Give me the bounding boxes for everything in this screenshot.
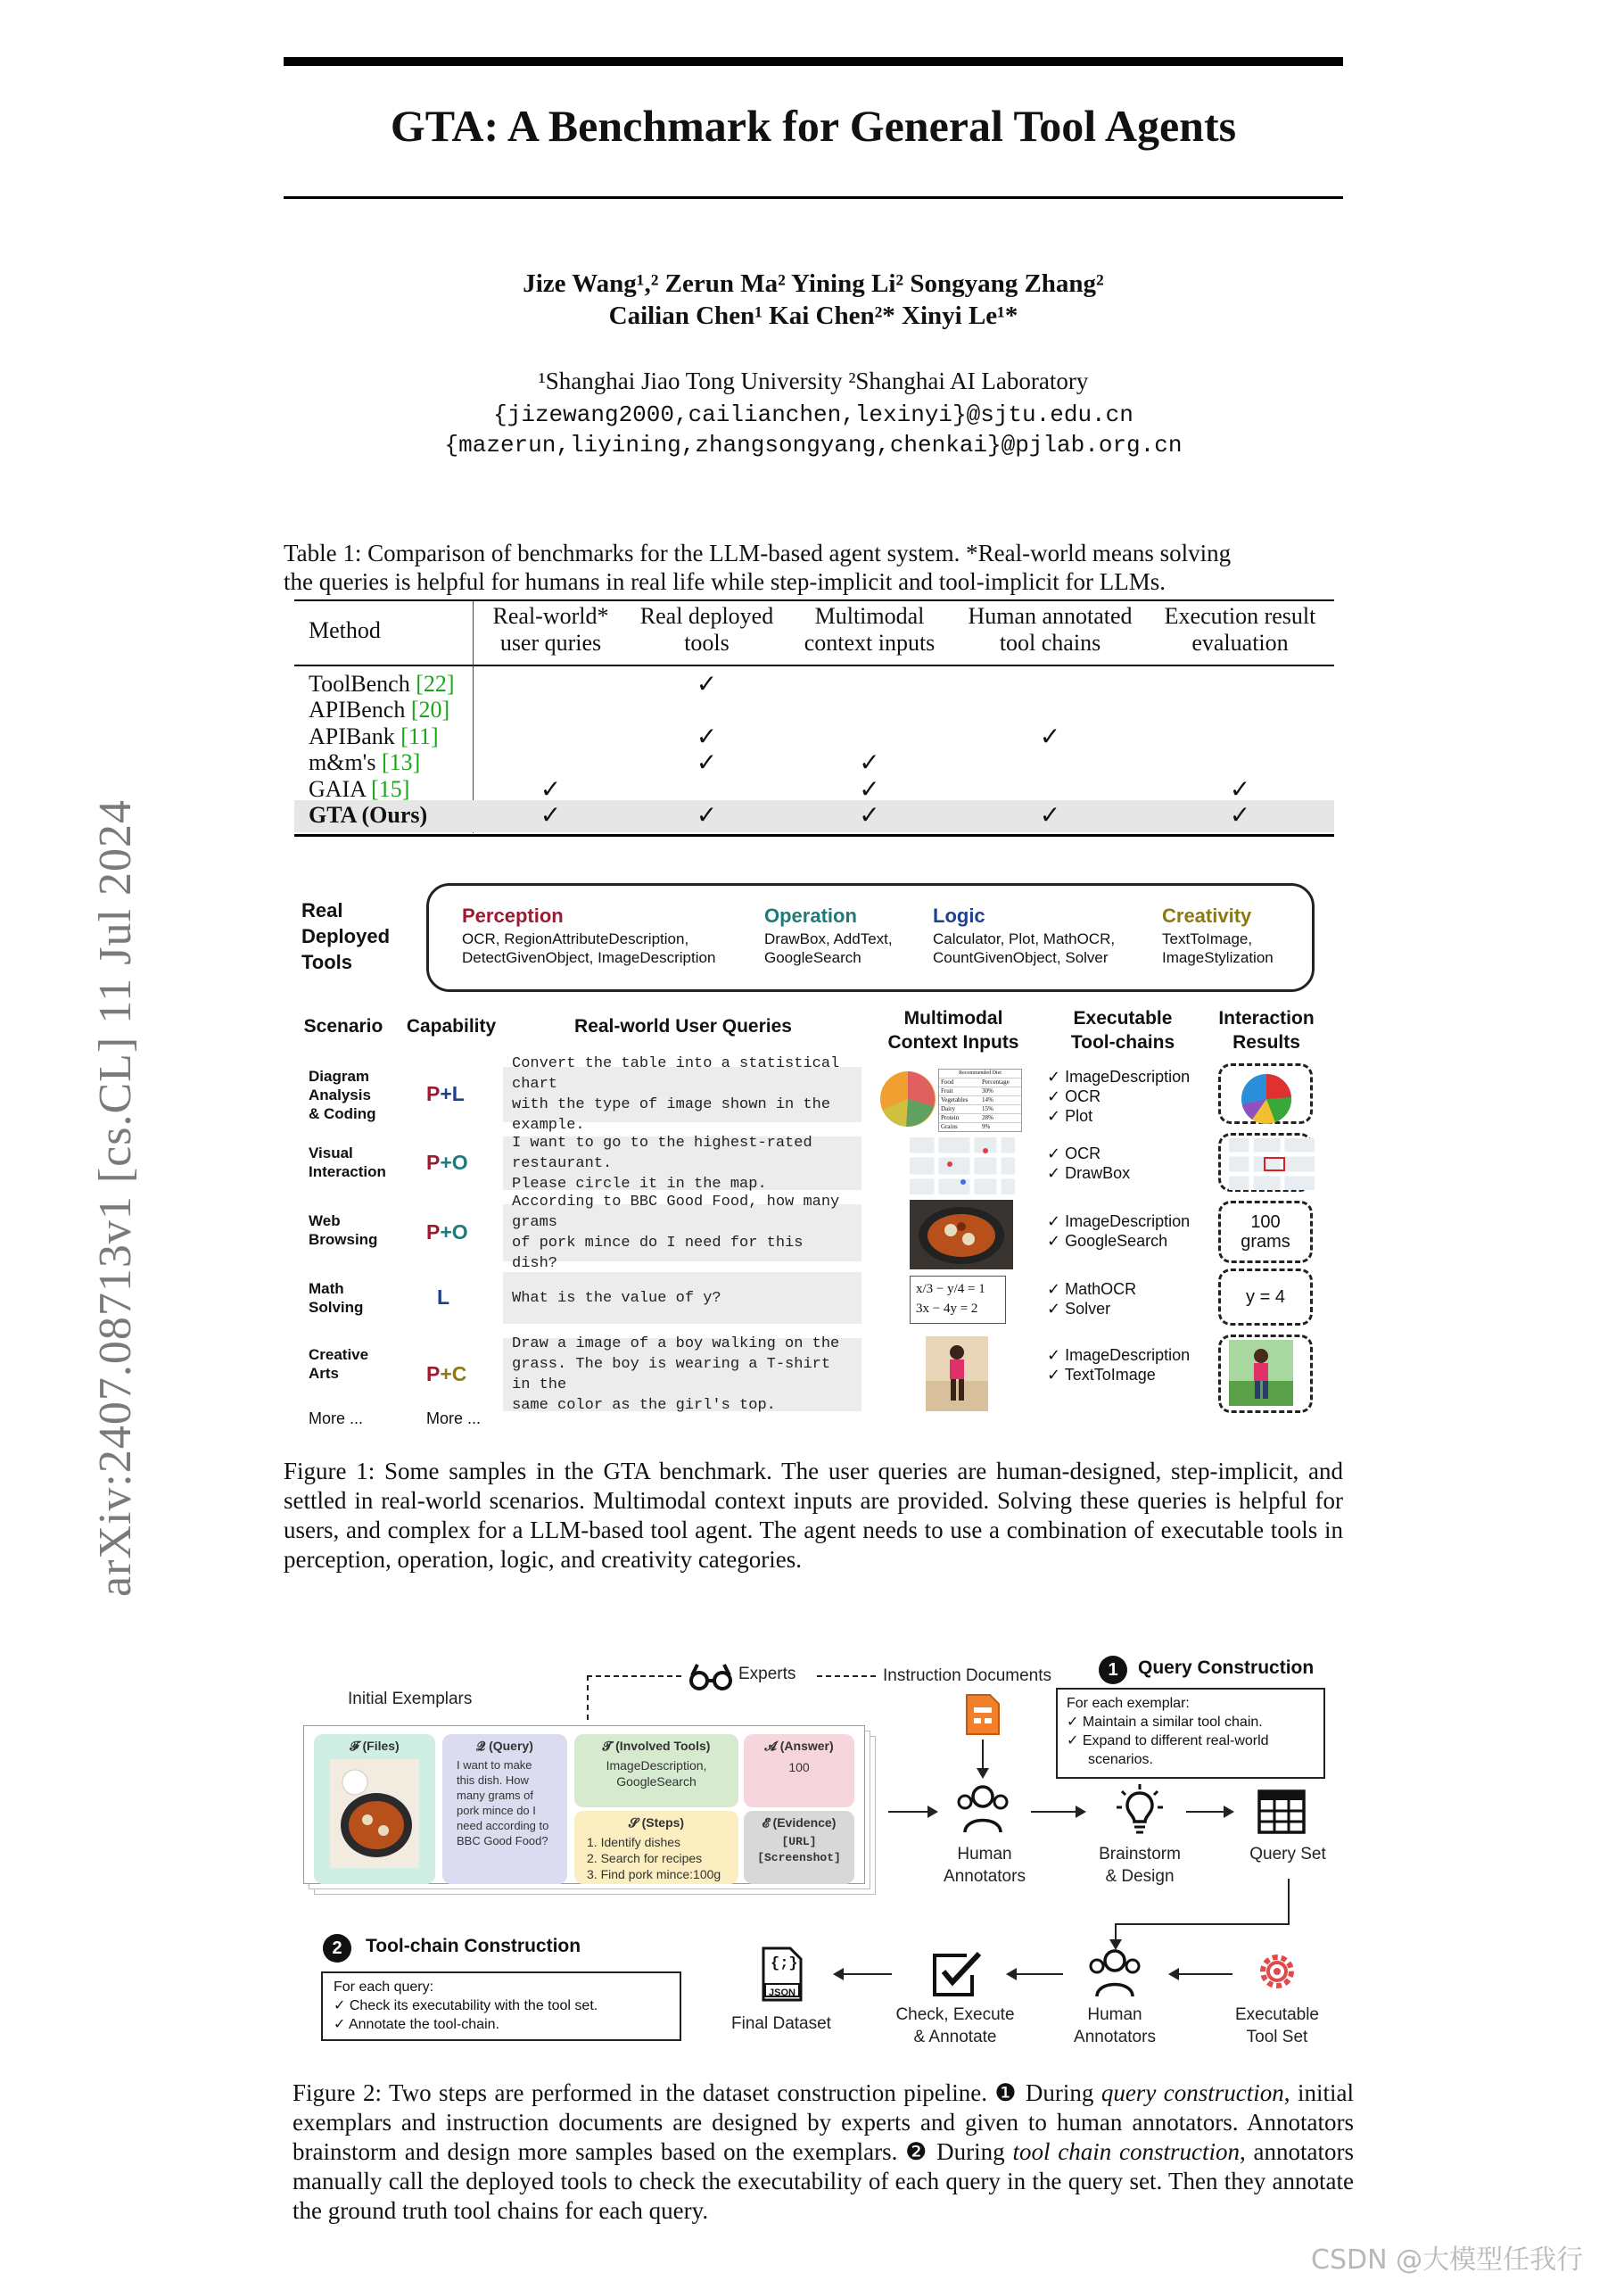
- diet-table-input: [938, 1069, 1022, 1132]
- table1-cell-check: ✓: [859, 773, 880, 804]
- experts-to-exemplars-dash-v: [587, 1675, 589, 1720]
- queryset-down-line-2: [1115, 1923, 1117, 1941]
- check-execute-icon: [931, 1950, 983, 1998]
- human-annotators-label: [931, 1843, 1038, 1888]
- fig2-caption-part3: , annotators manually call the deployed tools to check the executability of each query in the query set. Then they annotate the ground truth tool chains for each query.: [293, 2138, 1354, 2224]
- table1-row-name: [309, 749, 420, 776]
- scenario-label: [309, 1067, 376, 1123]
- tools-text: ImageDescription, GoogleSearch: [606, 1758, 707, 1789]
- diet-cell: Food: [941, 1079, 954, 1086]
- tool-chain-item: ✓ ImageDescription: [1047, 1346, 1191, 1364]
- table1-row-name: [309, 671, 455, 698]
- category-tools-1: DrawBox, AddText,: [764, 930, 893, 947]
- header-line1: Execution result: [1164, 603, 1316, 629]
- capability-label: [426, 1151, 468, 1175]
- category-name: Logic: [933, 905, 985, 927]
- initial-exemplars-label: Initial Exemplars: [348, 1690, 473, 1708]
- step2-item1: ✓ Check its executability with the tool set.: [334, 1998, 598, 2013]
- citation-link[interactable]: [22]: [416, 671, 455, 697]
- capability-primary: P: [426, 1082, 441, 1105]
- tool-chain-item: ✓ OCR: [1047, 1145, 1101, 1162]
- col-header-capability: Capability: [406, 1016, 497, 1037]
- brainstorm-to-queryset-arrow: [1186, 1811, 1232, 1813]
- toolset-to-annotators-arrow: [1170, 1973, 1232, 1975]
- table1-header-5: [1146, 603, 1334, 657]
- table1-cell-check: ✓: [696, 800, 718, 830]
- diet-cell: Dairy: [941, 1105, 955, 1112]
- table1-caption-line-2: the queries is helpful for humans in real life while step-implicit and tool-implicit for LLMs.: [284, 568, 1166, 595]
- deployed-tools-label: [301, 897, 390, 975]
- ex-line1: Executable: [1073, 1008, 1173, 1029]
- brainstorm-bulb-icon: [1115, 1782, 1165, 1834]
- citation-link[interactable]: [13]: [381, 749, 421, 776]
- steps-1: 1. Identify dishes: [587, 1835, 681, 1849]
- queryset-down-line: [1288, 1879, 1290, 1923]
- scenario-label: [309, 1345, 368, 1383]
- citation-link[interactable]: [15]: [371, 775, 410, 802]
- title-bottom-rule: [284, 196, 1343, 199]
- title-top-rule: [284, 57, 1343, 66]
- col-header-interaction: [1195, 1006, 1338, 1054]
- diet-row: [939, 1113, 1021, 1122]
- scenario-line: Diagram: [309, 1068, 370, 1085]
- query-set-label: Query Set: [1249, 1845, 1326, 1864]
- user-query-box: [503, 1194, 861, 1272]
- category-name: Perception: [462, 905, 564, 927]
- step2-note-box: [321, 1971, 681, 2041]
- diet-pie-input: [879, 1070, 936, 1128]
- step2-box-title: For each query:: [334, 1979, 434, 1995]
- email-line-1: {jizewang2000,cailianchen,lexinyi}@sjtu.edu.cn: [493, 401, 1134, 428]
- table1-header-0: [309, 617, 487, 644]
- table1-header-3: [785, 603, 954, 657]
- query-line: of pork mince do I need for this dish?: [512, 1235, 804, 1272]
- more-capabilities: More ...: [426, 1409, 482, 1427]
- boy-result-image: [1229, 1340, 1293, 1406]
- query-line: grass. The boy is wearing a T-shirt in the: [512, 1356, 831, 1393]
- steps-2: 2. Search for recipes: [587, 1851, 703, 1865]
- user-query-box: [503, 1335, 861, 1414]
- paper-title: GTA: A Benchmark for General Tool Agents: [390, 101, 1237, 151]
- header-line1: Human annotated: [968, 603, 1133, 629]
- csdn-watermark: CSDN @大模型任我行: [1311, 2244, 1584, 2276]
- evidence-card: [744, 1811, 854, 1884]
- scenario-line: Web: [309, 1212, 341, 1229]
- capability-secondary: +O: [440, 1220, 468, 1244]
- answer-title: 𝓐 (Answer): [764, 1739, 834, 1753]
- method-name: ToolBench: [309, 671, 410, 697]
- col-header-queries: Real-world User Queries: [574, 1016, 792, 1037]
- query-line: Draw a image of a boy walking on the: [512, 1335, 840, 1352]
- map-input-image: [910, 1137, 1015, 1194]
- fig2-caption-part1: Figure 2: Two steps are performed in the dataset construction pipeline. ❶ During: [293, 2079, 1101, 2106]
- fig2-caption-em2: tool chain construction: [1012, 2138, 1240, 2165]
- queryset-left-line: [1115, 1923, 1290, 1925]
- header-line2: user quries: [499, 630, 602, 656]
- diet-cell: Fruit: [941, 1087, 953, 1095]
- scenario-line: Arts: [309, 1365, 340, 1382]
- capability-secondary: +C: [440, 1362, 467, 1385]
- table1-cell-check: ✓: [540, 773, 562, 804]
- annotators-to-check-arrow: [1008, 1973, 1063, 1975]
- step1-item3: scenarios.: [1088, 1752, 1153, 1767]
- tool-chain-list: [1047, 1345, 1190, 1384]
- more-scenarios: More ...: [309, 1409, 364, 1427]
- scenario-line: Browsing: [309, 1231, 378, 1248]
- step1-title: Query Construction: [1138, 1657, 1315, 1678]
- tool-category-logic: [933, 903, 1115, 967]
- math-eq-1: x/3 − y/4 = 1: [916, 1282, 985, 1296]
- method-name: GAIA: [309, 775, 366, 802]
- dish-input-image: [910, 1200, 1013, 1269]
- deployed-label-3: Tools: [301, 951, 353, 973]
- query-set-icon: [1257, 1789, 1306, 1834]
- human-annotators-2-label: [1061, 2004, 1168, 2048]
- table1-cell-check: ✓: [859, 800, 880, 830]
- scenario-line: Creative: [309, 1346, 369, 1363]
- diet-cell: Percentage: [982, 1079, 1010, 1086]
- deployed-label-2: Deployed: [301, 925, 391, 947]
- diet-cell: 9%: [982, 1123, 991, 1130]
- query-line: with the type of image shown in the example.: [512, 1096, 831, 1134]
- tool-chain-item: ✓ Plot: [1047, 1107, 1093, 1125]
- table1-mid-rule: [294, 665, 1334, 666]
- table1-cell-check: ✓: [540, 800, 562, 830]
- query-text: I want to make this dish. How many grams of pork mince do I need according to BBC Good Food?: [457, 1758, 549, 1847]
- header-line2: tools: [684, 630, 730, 656]
- table1-cell-check: ✓: [696, 721, 718, 751]
- diet-cell: 28%: [982, 1114, 993, 1121]
- capability-primary: P: [426, 1220, 441, 1244]
- category-name: Operation: [764, 905, 857, 927]
- fig2-caption-part2: , initial exemplars and instruction documents are designed by experts and given to human annotators. Annotators brainstorm and design more samples based on the exemplars. ❷ During: [293, 2079, 1355, 2165]
- tool-category-operation: [764, 903, 893, 967]
- ha-line1: Human: [957, 1845, 1012, 1864]
- capability-secondary: +L: [440, 1082, 465, 1105]
- diet-row: [939, 1078, 1021, 1087]
- diet-title: Recommended Diet: [959, 1070, 1002, 1076]
- header-line2: evaluation: [1191, 630, 1289, 656]
- capability-secondary: +O: [440, 1151, 468, 1174]
- diet-cell: Protein: [941, 1114, 960, 1121]
- evidence-2: [Screenshot]: [757, 1851, 841, 1864]
- scenario-line: Analysis: [309, 1087, 371, 1103]
- human-annotators-icon: [954, 1782, 1011, 1834]
- check-line1: Check, Execute: [895, 2005, 1015, 2024]
- files-title: 𝓕 (Files): [350, 1739, 400, 1753]
- category-tools-2: ImageStylization: [1162, 949, 1274, 966]
- experts-to-exemplars-dash-h: [587, 1675, 681, 1677]
- diet-rows: [939, 1078, 1021, 1131]
- ha2-line1: Human: [1087, 2005, 1142, 2024]
- category-tools-2: GoogleSearch: [764, 949, 861, 966]
- exemplars-to-annotators-arrow: [888, 1811, 936, 1813]
- category-tools-1: TextToImage,: [1162, 930, 1253, 947]
- tool-chain-list: [1047, 1279, 1136, 1318]
- diet-row: [939, 1087, 1021, 1095]
- query-line: Please circle it in the map.: [512, 1175, 767, 1193]
- exec-line2: Tool Set: [1246, 2028, 1308, 2046]
- capability-secondary: L: [437, 1285, 450, 1309]
- tool-chain-list: [1047, 1211, 1190, 1251]
- doc-to-annotators-head: [977, 1768, 989, 1779]
- table1-row-name: [309, 802, 427, 829]
- category-tools-2: DetectGivenObject, ImageDescription: [462, 949, 716, 966]
- scenario-line: Math: [309, 1280, 344, 1297]
- interaction-result-text: y = 4: [1246, 1287, 1285, 1307]
- interaction-result-text: 100 grams: [1241, 1212, 1290, 1252]
- steps-card: [574, 1811, 738, 1884]
- step2-badge: 2: [323, 1934, 351, 1963]
- answer-card: [744, 1734, 854, 1807]
- ex-line2: Tool-chains: [1070, 1032, 1175, 1053]
- ha2-line2: Annotators: [1074, 2028, 1156, 2046]
- table1-header-1: [473, 603, 629, 657]
- user-query-box: [503, 1272, 861, 1324]
- query-card: [442, 1734, 567, 1884]
- interaction-result-box: [1218, 1269, 1313, 1326]
- capability-primary: P: [426, 1362, 441, 1385]
- citation-link[interactable]: [20]: [410, 697, 450, 723]
- citation-link[interactable]: [11]: [400, 723, 439, 749]
- girl-input-image: [926, 1336, 988, 1411]
- diet-row: [939, 1104, 1021, 1113]
- instruction-docs-label: Instruction Documents: [883, 1666, 1052, 1685]
- document-icon: [965, 1693, 1001, 1736]
- header-line2: context inputs: [804, 630, 936, 656]
- user-query-box: [503, 1055, 861, 1134]
- tool-chain-item: ✓ OCR: [1047, 1087, 1101, 1105]
- table1-bottom-rule: [294, 834, 1334, 837]
- header-line1: Real deployed: [639, 603, 774, 629]
- scenario-line: Solving: [309, 1299, 364, 1316]
- tool-chain-list: [1047, 1144, 1130, 1183]
- header-line1: Method: [309, 617, 381, 643]
- affiliations: ¹Shanghai Jiao Tong University ²Shanghai AI Laboratory: [538, 368, 1089, 394]
- col-header-scenario: Scenario: [303, 1016, 383, 1037]
- table1-cell-check: ✓: [859, 748, 880, 778]
- diet-cell: Vegetables: [941, 1096, 969, 1103]
- capability-label: [426, 1082, 465, 1106]
- ir-line1: Interaction: [1218, 1008, 1315, 1029]
- diet-cell: 15%: [982, 1105, 993, 1112]
- json-braces: {;}: [771, 1955, 798, 1972]
- exec-line1: Executable: [1234, 2005, 1319, 2024]
- steps-3: 3. Find pork mince:100g: [587, 1867, 721, 1881]
- tool-chain-item: ✓ ImageDescription: [1047, 1212, 1191, 1230]
- step2-title: Tool-chain Construction: [366, 1936, 581, 1956]
- check-line2: & Annotate: [913, 2028, 997, 2046]
- evidence-1: [URL]: [781, 1835, 817, 1848]
- step1-item1: ✓ Maintain a similar tool chain.: [1067, 1715, 1263, 1730]
- col-header-multimodal: [870, 1006, 1036, 1054]
- mm-line2: Context Inputs: [887, 1032, 1019, 1053]
- category-tools-2: CountGivenObject, Solver: [933, 949, 1109, 966]
- scenario-label: [309, 1211, 377, 1249]
- method-name: APIBank: [309, 723, 395, 749]
- tool-chain-item: ✓ DrawBox: [1047, 1164, 1131, 1182]
- fig2-caption-em1: query construction: [1101, 2079, 1284, 2106]
- annotators-to-brainstorm-arrow: [1031, 1811, 1084, 1813]
- method-name: m&m's: [309, 749, 376, 776]
- category-tools-1: Calculator, Plot, MathOCR,: [933, 930, 1116, 947]
- tool-category-creativity: [1162, 903, 1274, 967]
- math-equation-input: [910, 1276, 1006, 1324]
- authors-line-1: Jize Wang¹,² Zerun Ma² Yining Li² Songyang Zhang²: [523, 269, 1104, 298]
- table1-row-name: [309, 723, 439, 750]
- diet-cell: 30%: [982, 1087, 993, 1095]
- email-line-2: {mazerun,liyining,zhangsongyang,chenkai}@pjlab.org.cn: [444, 432, 1183, 459]
- scenario-line: & Coding: [309, 1105, 376, 1122]
- ha-line2: Annotators: [944, 1867, 1026, 1886]
- table1-cell-check: ✓: [1039, 721, 1061, 751]
- mm-line1: Multimodal: [903, 1008, 1003, 1029]
- query-line: I want to go to the highest-rated restaurant.: [512, 1134, 812, 1172]
- step1-item2: ✓ Expand to different real-world: [1067, 1733, 1269, 1748]
- tool-chain-item: ✓ GoogleSearch: [1047, 1232, 1168, 1250]
- tool-chain-item: ✓ ImageDescription: [1047, 1068, 1191, 1086]
- step1-box-title: For each exemplar:: [1067, 1696, 1190, 1711]
- table1-header-4: [954, 603, 1146, 657]
- scenario-line: Visual: [309, 1145, 353, 1161]
- category-tools-1: OCR, RegionAttributeDescription,: [462, 930, 689, 947]
- query-line: same color as the girl's top.: [512, 1397, 776, 1414]
- query-line: According to BBC Good Food, how many grams: [512, 1194, 840, 1231]
- answer-text: 100: [788, 1760, 810, 1774]
- table1-cell-check: ✓: [696, 748, 718, 778]
- method-name: APIBench: [309, 697, 406, 723]
- diet-cell: 14%: [982, 1096, 993, 1103]
- arxiv-side-label: arXiv:2407.08713v1 [cs.CL] 11 Jul 2024: [90, 799, 141, 1597]
- result-pie-chart: [1240, 1072, 1293, 1126]
- bs-line1: Brainstorm: [1099, 1845, 1181, 1864]
- experts-to-docs-dash: [817, 1675, 876, 1677]
- tool-chain-item: ✓ Solver: [1047, 1300, 1111, 1318]
- diet-row: [939, 1122, 1021, 1131]
- map-result-image: [1229, 1138, 1315, 1190]
- category-name: Creativity: [1162, 905, 1252, 927]
- scenario-label: [309, 1144, 386, 1181]
- table1-cell-check: ✓: [696, 669, 718, 698]
- diet-cell: Grains: [941, 1123, 958, 1130]
- interaction-result-box: [1218, 1201, 1313, 1263]
- table1-cell-check: ✓: [1039, 800, 1061, 830]
- table1-caption: [284, 539, 1343, 596]
- scenario-label: [309, 1279, 363, 1317]
- query-line: What is the value of y?: [512, 1289, 721, 1307]
- table1-header-2: [629, 603, 785, 657]
- math-eq-2: 3x − 4y = 2: [916, 1302, 978, 1316]
- query-title: 𝓠 (Query): [476, 1739, 533, 1753]
- capability-primary: P: [426, 1151, 441, 1174]
- table1-top-rule: [294, 599, 1334, 601]
- executable-toolset-label: [1222, 2004, 1332, 2048]
- step1-badge: 1: [1099, 1656, 1127, 1684]
- tool-chain-list: [1047, 1067, 1190, 1126]
- ir-line2: Results: [1232, 1032, 1300, 1053]
- check-to-final-arrow: [835, 1973, 892, 1975]
- figure2-caption: [293, 2079, 1354, 2226]
- experts-glasses-icon: [688, 1661, 733, 1693]
- final-dataset-label: Final Dataset: [731, 2014, 831, 2033]
- header-line1: Real-world*: [492, 603, 609, 629]
- method-name: GTA (Ours): [309, 802, 428, 828]
- capability-label: [437, 1285, 449, 1310]
- deployed-label-1: Real: [301, 899, 343, 921]
- diet-row: [939, 1095, 1021, 1104]
- header-line2: tool chains: [999, 630, 1101, 656]
- evidence-title: 𝓔 (Evidence): [762, 1815, 837, 1830]
- step1-note-box: [1056, 1688, 1325, 1779]
- tool-chain-item: ✓ MathOCR: [1047, 1280, 1137, 1298]
- steps-title: 𝓢 (Steps): [628, 1815, 685, 1830]
- step2-item2: ✓ Annotate the tool-chain.: [334, 2017, 499, 2032]
- experts-label: Experts: [738, 1665, 796, 1683]
- table1-caption-line-1: Table 1: Comparison of benchmarks for the LLM-based agent system. *Real-world means solving: [284, 540, 1232, 566]
- check-execute-label: [888, 2004, 1022, 2048]
- tool-category-perception: [462, 903, 715, 967]
- tool-chain-item: ✓ TextToImage: [1047, 1366, 1156, 1384]
- tools-card: [574, 1734, 738, 1807]
- capability-label: [426, 1362, 466, 1386]
- table1-cell-check: ✓: [1229, 773, 1251, 804]
- col-header-executable: [1040, 1006, 1206, 1054]
- tools-title: 𝓣 (Involved Tools): [602, 1739, 711, 1753]
- table1-row-name: [309, 776, 409, 803]
- query-line: Convert the table into a statistical chart: [512, 1055, 840, 1093]
- capability-label: [426, 1220, 468, 1244]
- doc-to-annotators-line: [982, 1740, 984, 1770]
- authors-line-2: Cailian Chen¹ Kai Chen²* Xinyi Le¹*: [608, 302, 1018, 330]
- table1-row-name: [309, 697, 449, 723]
- bs-line2: & Design: [1105, 1867, 1175, 1886]
- files-dish-image: [330, 1759, 419, 1868]
- figure1-caption: Figure 1: Some samples in the GTA benchmark. The user queries are human-designed, step-implicit, and settled in real-world scenarios. Multimodal context inputs are provided. Solving these queries is helpful for users, and complex for a LLM-based tool agent. The agent needs to use a combination of executable tools in perception, operation, logic, and creativity categories.: [284, 1458, 1343, 1573]
- table1-cell-check: ✓: [1229, 800, 1251, 830]
- header-line1: Multimodal: [814, 603, 925, 629]
- executable-toolset-gear-icon: [1252, 1946, 1302, 1996]
- brainstorm-label: [1084, 1843, 1195, 1888]
- user-query-box: [503, 1134, 861, 1193]
- scenario-line: Interaction: [309, 1163, 386, 1180]
- json-label: JSON: [769, 1988, 796, 1998]
- human-annotators-2-icon: [1086, 1946, 1143, 1998]
